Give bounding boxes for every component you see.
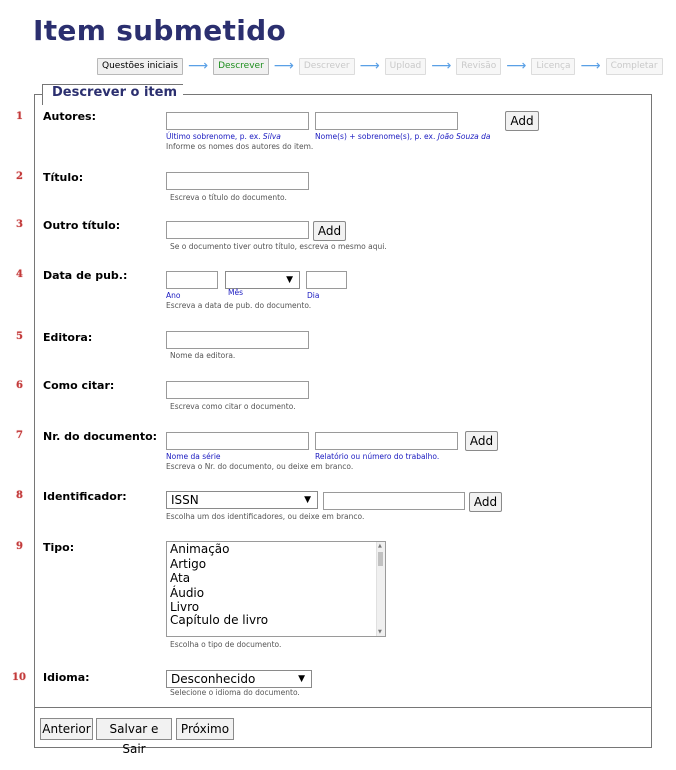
field-number: 6 bbox=[16, 380, 23, 391]
autores-add-button[interactable]: Add bbox=[505, 111, 539, 131]
step-upload: Upload bbox=[385, 58, 427, 75]
chevron-down-icon: ▼ bbox=[286, 275, 293, 285]
outro-titulo-label: Outro título: bbox=[43, 219, 121, 232]
tipo-help: Escolha o tipo de documento. bbox=[170, 640, 282, 649]
autores-help: Informe os nomes dos autores do item. bbox=[166, 142, 314, 151]
titulo-input[interactable] bbox=[166, 172, 309, 190]
identificador-help: Escolha um dos identificadores, ou deixe em branco. bbox=[166, 512, 365, 521]
field-number: 8 bbox=[16, 490, 23, 501]
identificador-add-button[interactable]: Add bbox=[469, 492, 502, 512]
tipo-option[interactable]: Áudio bbox=[170, 585, 205, 600]
data-pub-help: Escreva a data de pub. do documento. bbox=[166, 301, 312, 310]
salvar-e-sair-button[interactable]: Salvar e Sair bbox=[96, 718, 172, 740]
como-citar-help: Escreva como citar o documento. bbox=[170, 402, 296, 411]
outro-titulo-input[interactable] bbox=[166, 221, 309, 239]
step-descrever-2: Descrever bbox=[299, 58, 355, 75]
tipo-option[interactable]: Ata bbox=[170, 571, 191, 585]
nome-serie-input[interactable] bbox=[166, 432, 309, 450]
titulo-help: Escreva o título do documento. bbox=[170, 193, 287, 202]
arrow-right-icon: ⟶ bbox=[359, 58, 380, 74]
step-questoes-iniciais[interactable]: Questões iniciais bbox=[97, 58, 183, 75]
step-licenca: Licença bbox=[531, 58, 575, 75]
tipo-scrollbar[interactable] bbox=[376, 542, 385, 636]
autores-first-name-input[interactable] bbox=[315, 112, 458, 130]
mes-select[interactable] bbox=[225, 271, 300, 289]
nome-serie-hint: Nome da série bbox=[166, 452, 221, 461]
chevron-down-icon: ▼ bbox=[298, 674, 305, 684]
identificador-label: Identificador: bbox=[43, 490, 127, 503]
step-completar: Completar bbox=[606, 58, 663, 75]
field-number: 4 bbox=[16, 269, 23, 280]
anterior-button[interactable]: Anterior bbox=[40, 718, 93, 740]
idioma-label: Idioma: bbox=[43, 671, 90, 684]
idioma-select[interactable]: Desconhecido ▼ bbox=[166, 670, 312, 688]
numero-relatorio-hint: Relatório ou número do trabalho. bbox=[315, 452, 440, 461]
chevron-down-icon: ▼ bbox=[304, 495, 311, 505]
arrow-right-icon: ⟶ bbox=[506, 58, 527, 74]
scroll-down-icon[interactable]: ▼ bbox=[378, 629, 382, 635]
progress-steps bbox=[97, 57, 663, 75]
dia-hint: Dia bbox=[307, 291, 320, 300]
autores-label: Autores: bbox=[43, 110, 96, 123]
autores-last-name-hint: Último sobrenome, p. ex. Silva bbox=[166, 132, 281, 141]
field-number: 9 bbox=[16, 541, 23, 552]
nr-documento-label: Nr. do documento: bbox=[43, 430, 158, 443]
como-citar-input[interactable] bbox=[166, 381, 309, 399]
tipo-label: Tipo: bbox=[43, 541, 75, 554]
step-descrever-current[interactable]: Descrever bbox=[213, 58, 269, 75]
numero-relatorio-input[interactable] bbox=[315, 432, 458, 450]
outro-titulo-help: Se o documento tiver outro título, escreva o mesmo aqui. bbox=[170, 242, 387, 251]
field-number: 7 bbox=[16, 430, 23, 441]
arrow-right-icon: ⟶ bbox=[273, 58, 294, 74]
tipo-option[interactable]: Artigo bbox=[170, 556, 207, 571]
tipo-option[interactable]: Animação bbox=[170, 542, 230, 556]
editora-input[interactable] bbox=[166, 331, 309, 349]
identificador-select[interactable]: ISSN ▼ bbox=[166, 491, 318, 509]
identificador-input[interactable] bbox=[323, 492, 465, 510]
editora-help: Nome da editora. bbox=[170, 351, 236, 360]
titulo-label: Título: bbox=[43, 171, 84, 184]
idioma-help: Selecione o idioma do documento. bbox=[170, 688, 300, 697]
data-pub-label: Data de pub.: bbox=[43, 269, 128, 282]
tipo-listbox[interactable] bbox=[166, 541, 386, 637]
ano-input[interactable] bbox=[166, 271, 218, 289]
arrow-right-icon: ⟶ bbox=[188, 58, 209, 74]
step-revisao: Revisão bbox=[456, 58, 501, 75]
arrow-right-icon: ⟶ bbox=[580, 58, 601, 74]
field-number: 1 bbox=[16, 111, 23, 122]
tipo-option[interactable]: Livro bbox=[170, 600, 200, 614]
describe-fieldset bbox=[34, 94, 652, 748]
nr-documento-add-button[interactable]: Add bbox=[465, 431, 498, 451]
field-number: 10 bbox=[12, 672, 26, 683]
scroll-up-icon[interactable]: ▲ bbox=[378, 543, 382, 549]
field-number: 2 bbox=[16, 171, 23, 182]
field-number: 3 bbox=[16, 219, 23, 230]
tipo-option[interactable]: Capítulo de livro bbox=[170, 613, 269, 627]
editora-label: Editora: bbox=[43, 331, 93, 344]
page-title: Item submetido bbox=[33, 14, 286, 47]
como-citar-label: Como citar: bbox=[43, 379, 115, 392]
fieldset-legend: Descrever o item bbox=[52, 85, 177, 100]
mes-hint: Mês bbox=[228, 288, 243, 297]
field-number: 5 bbox=[16, 331, 23, 342]
outro-titulo-add-button[interactable]: Add bbox=[313, 221, 346, 241]
autores-first-name-hint: Nome(s) + sobrenome(s), p. ex. João Souza da bbox=[315, 132, 491, 141]
scroll-thumb[interactable] bbox=[378, 552, 383, 566]
arrow-right-icon: ⟶ bbox=[431, 58, 452, 74]
ano-hint: Ano bbox=[166, 291, 181, 300]
dia-input[interactable] bbox=[306, 271, 347, 289]
footer-divider bbox=[34, 707, 652, 708]
nr-documento-help: Escreva o Nr. do documento, ou deixe em branco. bbox=[166, 462, 354, 471]
autores-last-name-input[interactable] bbox=[166, 112, 309, 130]
proximo-button[interactable]: Próximo bbox=[176, 718, 234, 740]
